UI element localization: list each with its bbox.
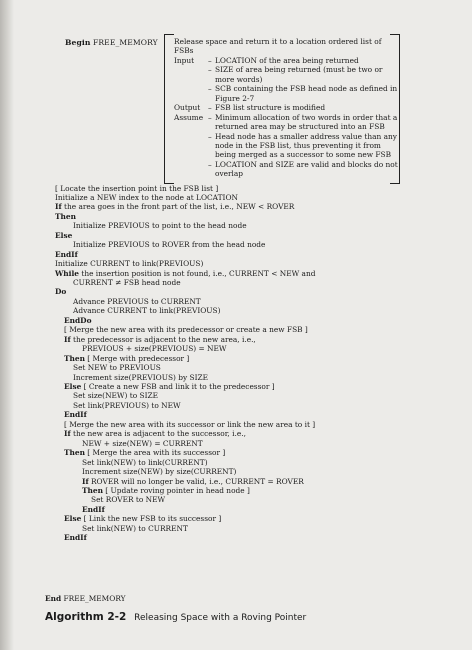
algorithm-end [45, 594, 126, 603]
input-item: – LOCATION of the area being returned [208, 55, 359, 65]
assume-item: – LOCATION and SIZE are valid and blocks do not overlap [208, 159, 398, 179]
line-keyword: EndIf [82, 504, 105, 514]
line-keyword: If [82, 476, 89, 486]
line-text: Set NEW to PREVIOUS [73, 363, 161, 373]
line-text: Initialize PREVIOUS to ROVER from the head node [73, 240, 266, 250]
algorithm-line [55, 401, 455, 410]
dash-mark: – [208, 112, 212, 122]
algorithm-line [55, 287, 455, 296]
dash-mark: – [208, 103, 212, 113]
line-keyword: Then [55, 211, 76, 221]
line-text: [ Merge the new area with its successor or link the new area to it ] [64, 419, 316, 429]
algorithm-line [55, 193, 455, 202]
algorithm-line [55, 363, 455, 372]
input-item: – SCB containing the FSB head node as defined in Figure 2-7 [208, 84, 398, 103]
assume-label: Assume [174, 112, 204, 122]
dash-mark: – [208, 159, 212, 169]
algorithm-line [55, 269, 455, 278]
algorithm-line [55, 420, 455, 429]
algorithm-body [55, 184, 455, 543]
line-text: Set ROVER to NEW [91, 495, 166, 505]
line-keyword: EndIf [64, 410, 87, 420]
algorithm-line [55, 429, 455, 438]
line-text: Advance CURRENT to link(PREVIOUS) [73, 306, 221, 316]
algorithm-line [55, 495, 455, 504]
end-keyword: End [45, 594, 62, 603]
begin-keyword: Begin [65, 38, 91, 47]
line-keyword: EndIf [55, 249, 78, 259]
dash-mark: – [208, 65, 212, 75]
line-text: PREVIOUS + size(PREVIOUS) = NEW [82, 344, 227, 354]
line-text: the new area is adjacent to the successor, i.e., [70, 429, 246, 439]
line-text: [ Merge the area with its successor ] [84, 448, 226, 458]
algorithm-line [55, 240, 455, 249]
algorithm-line [55, 344, 455, 353]
header-intro: Release space and return it to a location ordered list of FSBs [174, 37, 382, 56]
line-text: ROVER will no longer be valid, i.e., CURRENT = ROVER [88, 476, 304, 486]
algorithm-line [55, 278, 455, 287]
line-keyword: If [64, 429, 71, 439]
algorithm-line [55, 184, 455, 193]
line-keyword: Else [55, 230, 73, 240]
algorithm-line [55, 477, 455, 486]
algorithm-line [55, 231, 455, 240]
line-text: Initialize a NEW index to the node at LOCATION [55, 192, 238, 202]
algorithm-line [55, 467, 455, 476]
algorithm-line [55, 316, 455, 325]
line-text: [ Create a new FSB and link it to the predecessor ] [81, 382, 275, 392]
input-label: Input [174, 55, 195, 65]
dash-mark: – [208, 55, 212, 65]
algorithm-line [55, 259, 455, 268]
algorithm-line [55, 212, 455, 221]
line-text: [ Merge the new area with its predecessor or create a new FSB ] [64, 325, 308, 335]
line-text: Increment size(PREVIOUS) by SIZE [73, 372, 209, 382]
algorithm-line [55, 514, 455, 523]
dash-mark: – [208, 84, 212, 94]
input-section [174, 56, 399, 103]
output-item: – FSB list structure is modified [208, 103, 326, 113]
algorithm-line [55, 458, 455, 467]
algorithm-line [55, 533, 455, 542]
line-text: the area goes in the front part of the list, i.e., NEW < ROVER [61, 202, 295, 212]
algorithm-line [55, 524, 455, 533]
algorithm-line [55, 335, 455, 344]
line-keyword: EndDo [64, 315, 92, 325]
line-text: Increment size(NEW) by size(CURRENT) [82, 467, 237, 477]
algorithm-line [55, 448, 455, 457]
figure-caption [45, 611, 306, 623]
line-keyword: Then [82, 486, 103, 495]
line-keyword: If [64, 334, 71, 344]
line-keyword: EndIf [64, 533, 87, 543]
input-item: – SIZE of area being returned (must be two or more words) [208, 65, 383, 84]
algorithm-line [55, 250, 455, 259]
algorithm-line [55, 439, 455, 448]
assume-item: – Minimum allocation of two words in order that a returned area may be structured into an FSB [208, 112, 398, 132]
algorithm-line [55, 486, 455, 495]
algorithm-begin [65, 38, 158, 47]
algorithm-line [55, 373, 455, 382]
line-text: Initialize CURRENT to link(PREVIOUS) [55, 259, 204, 269]
line-text: the predecessor is adjacent to the new area, i.e., [70, 334, 256, 344]
line-text: Initialize PREVIOUS to point to the head node [73, 221, 247, 231]
line-text: Set size(NEW) to SIZE [73, 391, 159, 401]
line-keyword: Then [64, 353, 85, 363]
algorithm-line [55, 202, 455, 211]
line-text: Set link(PREVIOUS) to NEW [73, 400, 181, 410]
line-keyword: Else [64, 382, 82, 392]
algorithm-end-name: FREE_MEMORY [63, 594, 126, 603]
assume-item: – Head node has a smaller address value than any node in the FSB list, thus preventing it from being merged as a successor to some new FSB [208, 131, 397, 160]
dash-mark: – [208, 131, 212, 141]
algorithm-line [55, 391, 455, 400]
line-keyword: If [55, 202, 62, 212]
output-section [174, 103, 399, 112]
line-text: [ Update roving pointer in head node ] [102, 486, 250, 495]
line-text: [ Merge with predecessor ] [84, 353, 190, 363]
output-label: Output [174, 103, 201, 113]
caption-label: Algorithm 2-2 [45, 611, 127, 623]
input-list [208, 56, 399, 103]
algorithm-line [55, 221, 455, 230]
algorithm-line [55, 354, 455, 363]
line-text: NEW + size(NEW) = CURRENT [82, 438, 203, 448]
line-text: the insertion position is not found, i.e., CURRENT < NEW and [79, 268, 316, 278]
line-keyword: While [55, 268, 79, 278]
algorithm-line [55, 410, 455, 419]
algorithm-line [55, 382, 455, 391]
line-keyword: Else [64, 514, 82, 524]
line-keyword: Then [64, 448, 85, 458]
line-text: Set link(NEW) to CURRENT [82, 523, 188, 533]
line-text: Advance PREVIOUS to CURRENT [73, 296, 201, 306]
assume-list [208, 113, 399, 179]
algorithm-line [55, 297, 455, 306]
algorithm-line [55, 325, 455, 334]
algorithm-name: FREE_MEMORY [92, 38, 158, 47]
algorithm-line [55, 505, 455, 514]
line-text: CURRENT ≠ FSB head node [73, 278, 181, 288]
bracket-gap-top [174, 32, 390, 36]
line-text: [ Locate the insertion point in the FSB list ] [55, 183, 219, 193]
line-keyword: Do [55, 287, 67, 297]
assume-section [174, 113, 399, 179]
algorithm-line [55, 306, 455, 315]
line-text: [ Link the new FSB to its successor ] [81, 514, 222, 524]
caption-title: Releasing Space with a Roving Pointer [134, 613, 307, 623]
algorithm-header [174, 37, 399, 179]
line-text: Set link(NEW) to link(CURRENT) [82, 457, 208, 467]
